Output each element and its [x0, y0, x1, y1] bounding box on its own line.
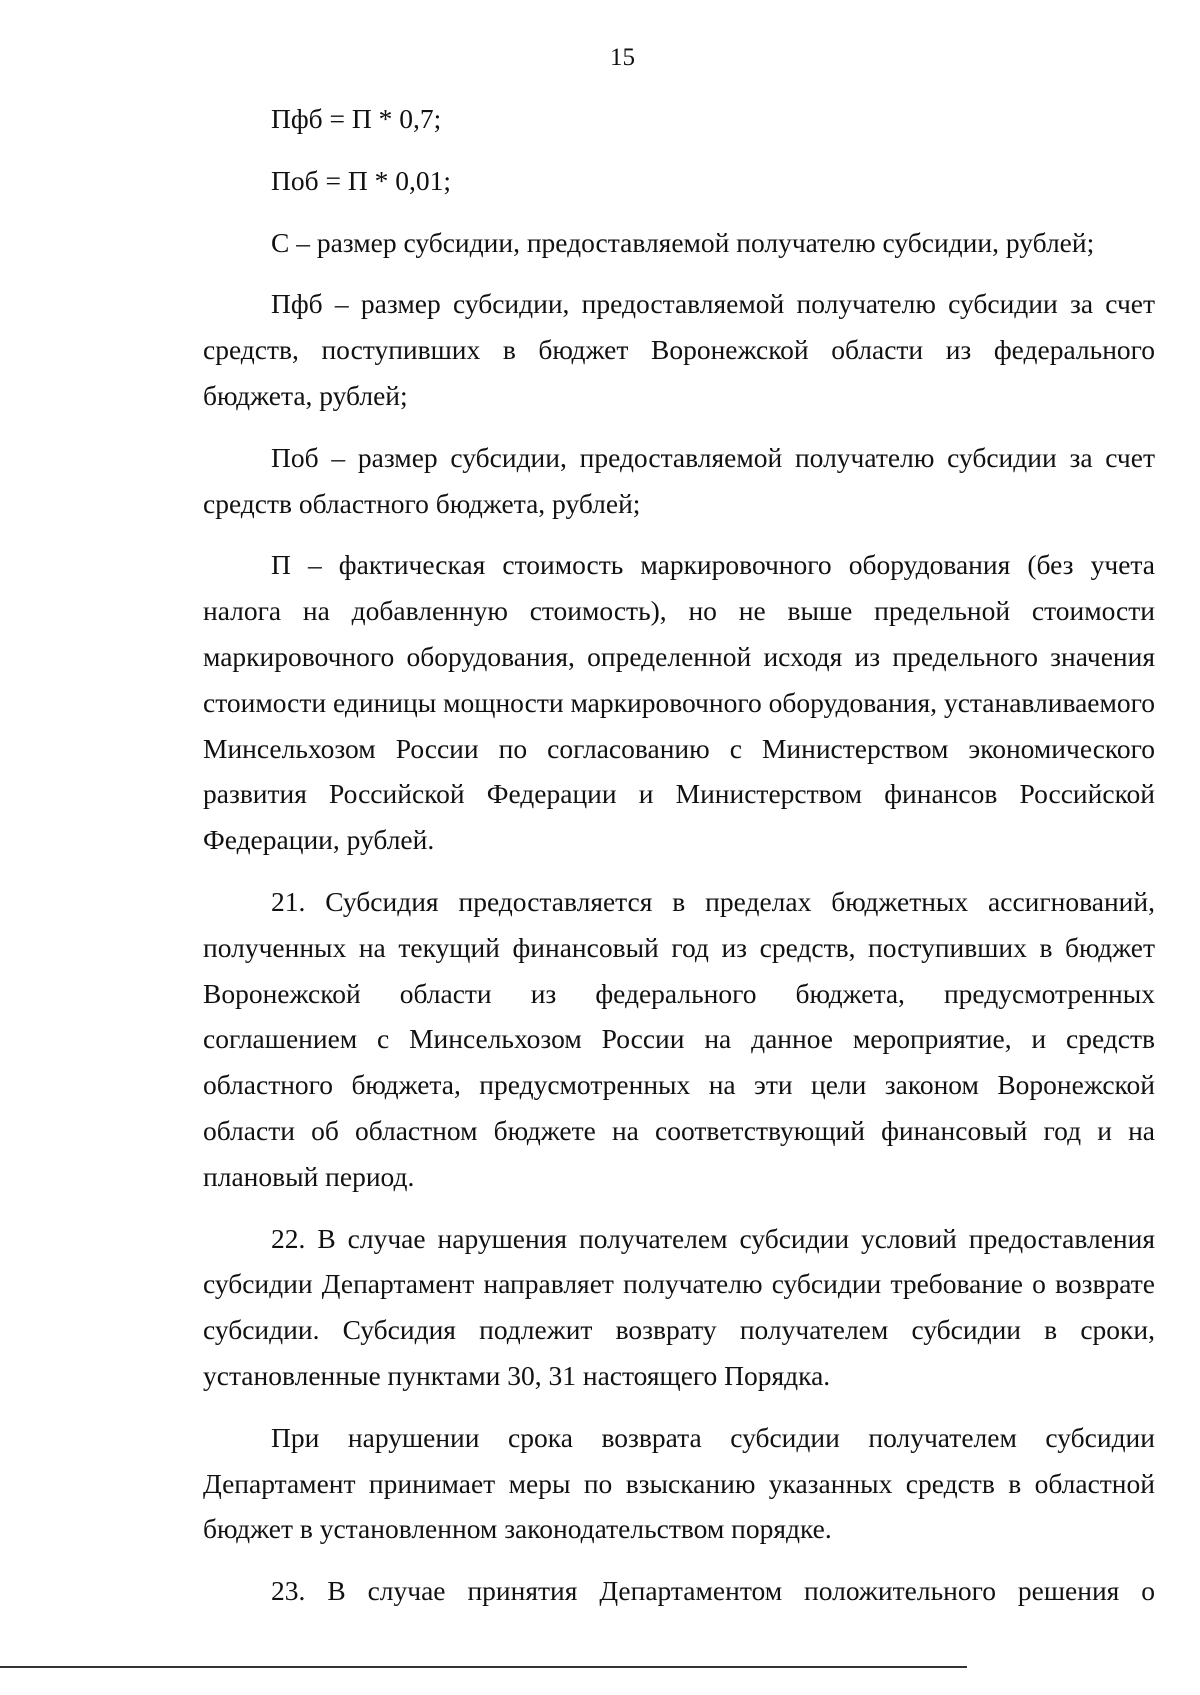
paragraph-23: 23. В случае принятия Департаментом положительного решения о: [271, 1575, 1155, 1607]
definition-c: С – размер субсидии, предоставляемой получателю субсидии, рублей;: [271, 226, 1095, 258]
page-number: 15: [610, 44, 635, 71]
definition-pfb: Пфб – размер субсидии, предоставляемой получателю субсидии за счет средств, поступивших в бюджет Воронежской области из федерального бюджета, рублей;: [203, 288, 1155, 411]
document-body: [203, 96, 1155, 1614]
paragraph-22: 22. В случае нарушения получателем субсидии условий предоставления субсидии Департамент направляет получателю субсидии требование о возврате субсидии. Субсидия подлежит возврату получателем субсидии в сроки, установленные пунктами 30, 31 настоящего Порядка.: [203, 1222, 1155, 1391]
bottom-rule: [0, 1666, 967, 1668]
paragraph-22-continued: При нарушении срока возврата субсидии получателем субсидии Департамент принимает меры по взысканию указанных средств в областной бюджет в установленном законодательством порядке.: [203, 1421, 1155, 1545]
formula-pob: Поб = П * 0,01;: [271, 164, 451, 196]
definition-pob: Поб – размер субсидии, предоставляемой получателю субсидии за счет средств областного бюджета, рублей;: [203, 441, 1155, 519]
formula-pfb: Пфб = П * 0,7;: [271, 103, 442, 134]
paragraph-21: 21. Субсидия предоставляется в пределах бюджетных ассигнований, полученных на текущий финансовый год из средств, поступивших в бюджет Воронежской области из федерального бюджета, предусмотренных соглашением с Минсельхозом России на данное мероприятие, и средств областного бюджета, предусмотренных на эти цели законом Воронежской области об областном бюджете на соответствующий финансовый год и на плановый период.: [203, 885, 1155, 1192]
definition-p: П – фактическая стоимость маркировочного оборудования (без учета налога на добавленную стоимость), но не выше предельной стоимости маркировочного оборудования, определенной исходя из предельного значения стоимости единицы мощности маркировочного оборудования, устанавливаемого Минсельхозом России по согласованию с Министерством экономического развития Российской Федерации и Министерством финансов Российской Федерации, рублей.: [203, 549, 1155, 856]
